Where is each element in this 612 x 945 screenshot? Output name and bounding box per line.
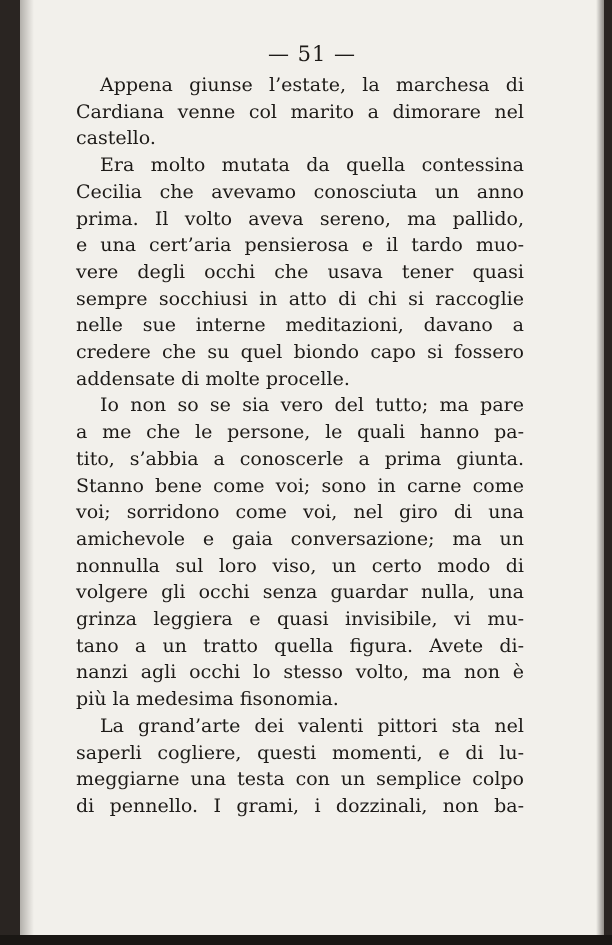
text-line: castello. — [76, 127, 156, 150]
text-line: Cecilia che avevamo conosciuta un anno — [76, 180, 524, 203]
text-line: saperli cogliere, questi momenti, e di lu- — [76, 741, 524, 764]
text-line: prima. Il volto aveva sereno, ma pallido, — [76, 207, 524, 230]
paragraph-1 — [76, 72, 524, 152]
text-line: Era molto mutata da quella contessina — [100, 154, 524, 177]
text-line: e una cert’aria pensierosa e il tardo muo- — [76, 234, 524, 257]
text-line: di pennello. I grami, i dozzinali, non ba- — [76, 794, 524, 817]
body-text — [76, 72, 524, 820]
paragraph-3 — [76, 392, 524, 712]
text-line: nelle sue interne meditazioni, davano a — [76, 314, 524, 337]
text-line: grinza leggiera e quasi invisibile, vi mu- — [76, 608, 524, 631]
text-line: Cardiana venne col marito a dimorare nel — [76, 100, 524, 123]
text-line: amichevole e gaia conversazione; ma un — [76, 527, 524, 550]
text-line: voi; sorridono come voi, nel giro di una — [76, 501, 524, 524]
text-line: nanzi agli occhi lo stesso volto, ma non è — [76, 661, 524, 684]
text-line: credere che su quel biondo capo si fossero — [76, 341, 524, 364]
text-line: Io non so se sia vero del tutto; ma pare — [100, 394, 524, 417]
book-page — [20, 0, 604, 935]
page-edge-shadow — [596, 0, 604, 935]
text-line: addensate di molte procelle. — [76, 367, 350, 390]
scan-bottom-edge — [0, 935, 612, 945]
paragraph-4 — [76, 713, 524, 820]
text-line: meggiarne una testa con un semplice colpo — [76, 768, 524, 791]
page-number: — 51 — — [267, 42, 357, 66]
text-line: Appena giunse l’estate, la marchesa di — [100, 74, 524, 96]
text-line: più la medesima fisonomia. — [76, 688, 339, 711]
text-line: tano a un tratto quella figura. Avete di- — [76, 634, 524, 657]
text-line: volgere gli occhi senza guardar nulla, una — [76, 581, 524, 604]
text-line: sempre socchiusi in atto di chi si raccoglie — [76, 287, 524, 310]
text-line: tito, s’abbia a conoscerle a prima giunta. — [76, 447, 524, 470]
text-line: nonnulla sul loro viso, un certo modo di — [76, 554, 524, 577]
text-line: vere degli occhi che usava tener quasi — [76, 260, 524, 283]
text-line: a me che le persone, le quali hanno pa- — [76, 421, 524, 444]
text-line: Stanno bene come voi; sono in carne come — [76, 474, 524, 497]
gutter-shadow — [20, 0, 34, 935]
paragraph-2 — [76, 152, 524, 392]
text-line: La grand’arte dei valenti pittori sta nel — [100, 714, 524, 737]
